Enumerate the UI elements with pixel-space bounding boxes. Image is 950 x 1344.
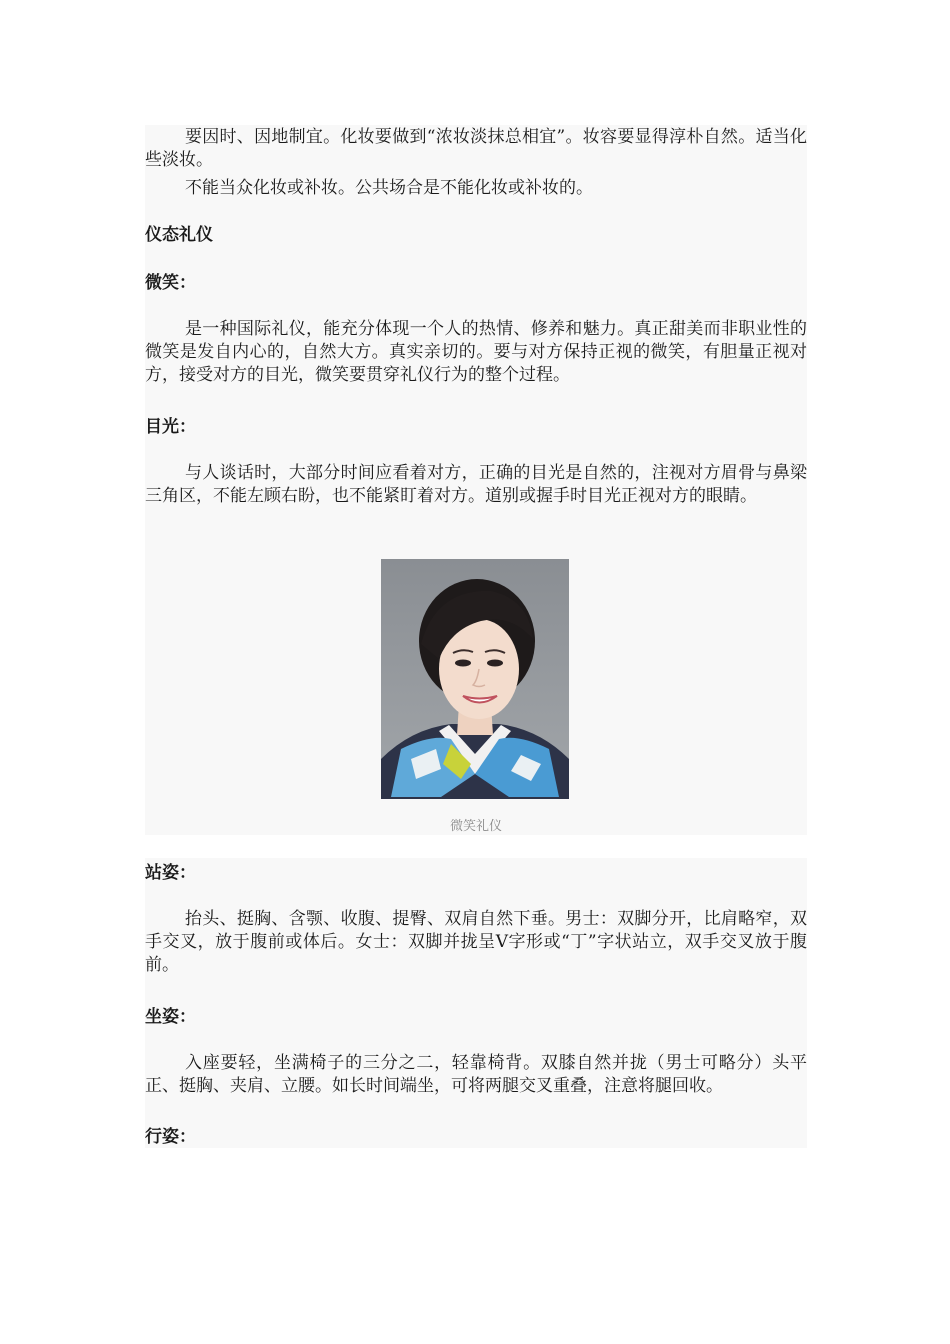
heading-standing: 站姿： <box>145 863 196 883</box>
heading-sitting: 坐姿： <box>145 1007 196 1027</box>
gaze-paragraph: 与人谈话时，大部分时间应看着对方，正确的目光是自然的，注视对方眉骨与鼻梁三角区，不能左顾右盼，也不能紧盯着对方。道别或握手时目光正视对方的眼睛。 <box>145 463 807 506</box>
heading-demeanor: 仪态礼仪 <box>145 225 213 245</box>
smile-photo <box>381 559 569 799</box>
heading-walking: 行姿： <box>145 1127 196 1147</box>
smile-paragraph: 是一种国际礼仪，能充分体现一个人的热情、修养和魅力。真正甜美而非职业性的微笑是发自内心的，自然大方。真实亲切的。要与对方保持正视的微笑，有胆量正视对方，接受对方的目光，微笑要贯穿礼仪行为的整个过程。 <box>145 319 807 385</box>
heading-smile: 微笑： <box>145 273 196 293</box>
makeup-paragraph-2: 不能当众化妆或补妆。公共场合是不能化妆或补妆的。 <box>185 178 593 198</box>
standing-paragraph: 抬头、挺胸、含颚、收腹、提臀、双肩自然下垂。男士：双脚分开，比肩略窄，双手交叉，放于腹前或体后。女士：双脚并拢呈V字形或“丁”字状站立，双手交叉放于腹前。 <box>145 909 807 975</box>
sitting-paragraph: 入座要轻，坐满椅子的三分之二，轻靠椅背。双膝自然并拢（男士可略分）头平正、挺胸、夹肩、立腰。如长时间端坐，可将两腿交叉重叠，注意将腿回收。 <box>145 1053 807 1096</box>
content-background-bottom <box>145 858 807 1148</box>
heading-gaze: 目光： <box>145 417 196 437</box>
photo-caption: 微笑礼仪 <box>449 819 502 834</box>
portrait-illustration <box>381 559 569 799</box>
makeup-paragraph-1: 要因时、因地制宜。化妆要做到“浓妆淡抹总相宜”。妆容要显得淳朴自然。适当化些淡妆。 <box>145 127 807 170</box>
